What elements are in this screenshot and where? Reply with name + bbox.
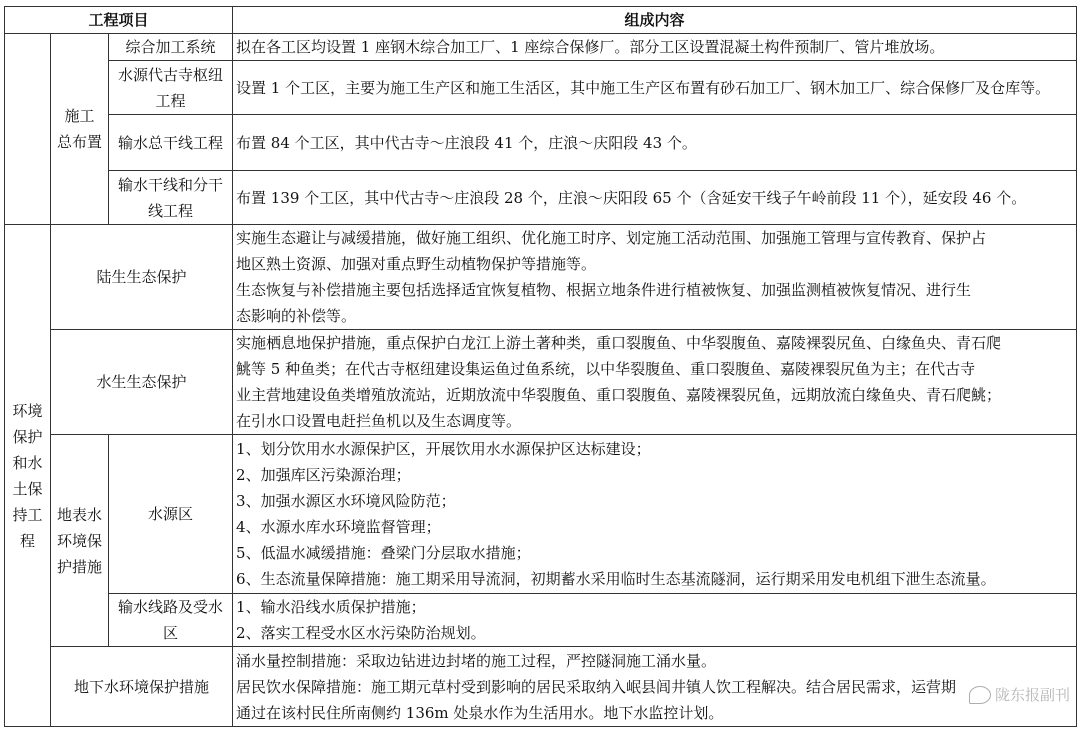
text-line: 通过在该村民住所南侧约 136m 处泉水作为生活用水。地下水监控计划。 <box>236 703 724 722</box>
text-line: 6、生态流量保障措施：施工期采用导流洞，初期蓄水采用临时生态基流隧洞，运行期采用发电机组下泄生态流量。 <box>236 570 996 588</box>
text-line: 1、划分饮用水水源保护区，开展饮用水水源保护区达标建设； <box>236 440 651 458</box>
row-content-terrestrial <box>233 225 1077 330</box>
watermark-text: 陇东报副刊 <box>994 686 1070 704</box>
row-content-source-area <box>233 435 1077 594</box>
wechat-logo-icon <box>969 686 991 704</box>
row-label-main-line: 输水总干线工程 <box>109 115 233 171</box>
text-line: 4、水源水库水环境监督管理； <box>236 518 441 536</box>
row-content-groundwater <box>233 647 1077 727</box>
header-content: 组成内容 <box>233 7 1077 34</box>
row-label-daigusi: 水源代古寺枢纽工程 <box>109 61 233 115</box>
row-content-aquatic <box>233 330 1077 435</box>
table-row <box>5 34 1077 61</box>
row-content-main-line: 布置 84 个工区，其中代古寺～庄浪段 41 个，庄浪～庆阳段 43 个。 <box>233 115 1077 171</box>
row-content-daigusi: 设置 1 个工区，主要为施工生产区和施工生活区，其中施工生产区布置有砂石加工厂、钢木加工厂、综合保修厂及仓库等。 <box>233 61 1077 115</box>
row-content-conveyance <box>233 594 1077 647</box>
row-content-processing: 拟在各工区均设置 1 座钢木综合加工厂、1 座综合保修厂。部分工区设置混凝土构件预制厂、管片堆放场。 <box>233 34 1077 61</box>
text-line: 3、加强水源区水环境风险防范； <box>236 492 456 510</box>
row-content-branch-line: 布置 139 个工区，其中代古寺～庄浪段 28 个，庄浪～庆阳段 65 个（含延安干线子午岭前段 11 个），延安段 46 个。 <box>233 171 1077 225</box>
row-label-groundwater: 地下水环境保护措施 <box>51 647 233 727</box>
text-line: 1、输水沿线水质保护措施； <box>236 598 426 616</box>
table-header-row <box>5 7 1077 34</box>
text-line: 在引水口设置电赶拦鱼机以及生态调度等。 <box>236 412 522 430</box>
text-line: 实施栖息地保护措施，重点保护白龙江上游土著种类，重口裂腹鱼、中华裂腹鱼、嘉陵裸裂尻鱼、白缘鱼央、青石爬 <box>236 334 1002 352</box>
row-label-terrestrial: 陆生生态保护 <box>51 225 233 330</box>
text-line: 实施生态避让与减缓措施，做好施工组织、优化施工时序、划定施工活动范围、加强施工管理与宣传教育、保护占 <box>236 229 987 247</box>
surface-water-group-label: 地表水环境保护措施 <box>51 435 109 647</box>
row-label-processing: 综合加工系统 <box>109 34 233 61</box>
construction-group-label: 施工 总布置 <box>51 34 109 225</box>
text-line: 5、低温水减缓措施：叠梁门分层取水措施； <box>236 544 531 562</box>
text-line: 地区熟土资源、加强对重点野生动植物保护等措施等。 <box>236 255 597 273</box>
table-row <box>5 61 1077 115</box>
text-line: 生态恢复与补偿措施主要包括选择适宜恢复植物、根据立地条件进行植被恢复、加强监测植被恢复情况、进行生 <box>236 281 972 299</box>
environment-group-label: 环境保护和水土保持工程 <box>5 225 51 727</box>
table-row <box>5 435 1077 594</box>
table-row <box>5 594 1077 647</box>
table-row <box>5 171 1077 225</box>
text-line: 业主营地建设鱼类增殖放流站，近期放流中华裂腹鱼、重口裂腹鱼、嘉陵裸裂尻鱼，远期放流白缘鱼央、青石爬鮡； <box>236 386 1002 404</box>
row-label-branch-line: 输水干线和分干线工程 <box>109 171 233 225</box>
row-label-aquatic: 水生生态保护 <box>51 330 233 435</box>
table-row <box>5 330 1077 435</box>
text-line: 态影响的补偿等。 <box>236 307 357 325</box>
text-line: 2、落实工程受水区水污染防治规划。 <box>236 624 486 642</box>
watermark <box>969 684 1070 705</box>
table-row <box>5 647 1077 727</box>
blank-cell <box>5 34 51 225</box>
header-project: 工程项目 <box>5 7 233 34</box>
row-label-conveyance: 输水线路及受水区 <box>109 594 233 647</box>
table-row <box>5 225 1077 330</box>
project-composition-table <box>4 6 1077 727</box>
table-row <box>5 115 1077 171</box>
text-line: 涌水量控制措施：采取边钻进边封堵的施工过程，严控隧洞施工涌水量。 <box>236 651 717 670</box>
text-line: 2、加强库区污染源治理； <box>236 466 411 484</box>
row-label-source-area: 水源区 <box>109 435 233 594</box>
text-line: 居民饮水保障措施：施工期元草村受到影响的居民采取纳入岷县闾井镇人饮工程解决。结合居民需求，运营期 <box>236 677 957 696</box>
text-line: 鮡等 5 种鱼类；在代古寺枢纽建设集运鱼过鱼系统，以中华裂腹鱼、重口裂腹鱼、嘉陵裸裂尻鱼为主；在代古寺 <box>236 360 976 378</box>
